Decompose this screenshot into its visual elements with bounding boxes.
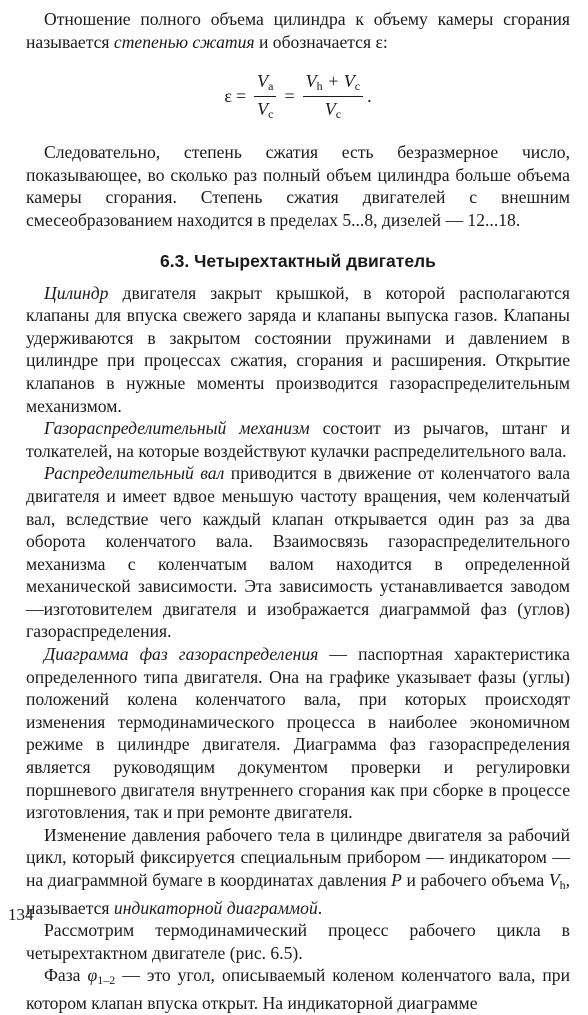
fraction-numerator — [254, 71, 276, 97]
compression-ratio-formula — [26, 65, 570, 127]
paragraph-pressure — [26, 824, 570, 919]
fraction-numerator — [303, 71, 363, 97]
var-v: V — [548, 870, 560, 890]
subscript: 1–2 — [97, 973, 116, 988]
formula-end: . — [367, 85, 372, 106]
formula-lhs: ε — [224, 85, 232, 106]
subscript: h — [316, 78, 323, 93]
term-camshaft: Распределительный вал — [44, 463, 225, 484]
term-compression-ratio: степенью сжатия — [113, 31, 255, 52]
section-title: 6.3. Четырехтактный двигатель — [160, 250, 436, 271]
term-diagram: Диаграмма фаз газораспределения — [44, 644, 319, 665]
subscript: a — [268, 78, 274, 93]
text: . — [317, 897, 323, 918]
subscript: c — [354, 78, 361, 93]
var: V — [257, 70, 269, 91]
fraction-vh-plus-vc — [303, 71, 363, 122]
subscript: c — [335, 106, 342, 121]
paragraph-consider: Рассмотрим термодинамический процесс рабочего цикла в четырехтактном двигателе (рис. 6.5). — [26, 920, 570, 963]
term-mechanism: Газораспределительный механизм — [44, 418, 310, 439]
term-indicator-diagram: индикаторной диаграммой — [113, 897, 318, 918]
paragraph-phase — [26, 964, 570, 1014]
formula-equals: = — [235, 85, 247, 106]
paragraph-camshaft — [26, 462, 570, 643]
text: , называется — [26, 870, 570, 918]
paragraph-cylinder — [26, 282, 570, 418]
text: состоит из рычагов, штанг и толкателей, на которые воздействуют кулачки распределительного вала. — [26, 418, 570, 461]
var: V — [257, 98, 269, 119]
term-cylinder: Цилиндр — [44, 282, 109, 303]
subscript: h — [559, 878, 566, 892]
paragraph-consequence: Следовательно, степень сжатия есть безразмерное число, показывающее, во сколько раз полный объем цилиндра больше объема камеры сгорания. Степень сжатия двигателей с внешним смесеобразованием находится в пределах 5...8, дизелей — 12...18. — [26, 142, 570, 230]
var-phi: φ — [87, 965, 98, 986]
text: Изменение давления рабочего тела в цилиндре двигателя за рабочий цикл, который фиксируется специальным прибором — индикатором — на диаграммной бумаге в координатах давления — [26, 824, 570, 890]
text: Фаза — [44, 965, 88, 986]
var: V — [324, 98, 336, 119]
text: двигателя закрыт крышкой, в которой располагаются клапаны для впуска свежего заряда и клапаны выпуска газов. Клапаны удерживаются в закрытом состоянии пружинами и давлением в цилиндре при процессах сжатия, сгорания и расширения. Открытие клапанов в нужные моменты производится газораспределительным механизмом. — [26, 282, 570, 416]
text: и обозначается ε: — [254, 31, 388, 52]
formula-equals: = — [284, 85, 295, 106]
text: — паспортная характеристика определенного типа двигателя. Она на графике указывает фазы (углы) положений колена коленчатого вала, при которых происходят изменения термодинамического процесса в наиболее экономичном режиме в цилиндре двигателя. Диаграмма фаз газораспределения является руководящим документом проверки и регулировки поршневого двигателя внутреннего сгорания как при сборке в процессе изготовления, так и при ремонте двигателя. — [26, 644, 570, 823]
text: Отношение полного объема цилиндра к объему камеры сгорания называется — [26, 9, 570, 52]
var: V — [305, 70, 317, 91]
fraction-denominator — [254, 97, 276, 122]
page-content — [26, 8, 570, 1015]
text: — это угол, описываемый коленом коленчатого вала, при котором клапан впуска открыт. На индикаторной диаграмме — [26, 965, 571, 1013]
var: + V — [322, 70, 355, 91]
text: приводится в движение от коленчатого вала двигателя и имеет вдвое меньшую частоту вращения, чем коленчатый вал, вследствие чего каждый клапан открывается один раз за два оборота коленчатого вала. Взаимосвязь газораспределительного механизма с коленчатым валом находится в определенной механической зависимости. Эта зависимость устанавливается заводом—изготовителем двигателя и изображается диаграммой фаз (углов) газораспределения. — [26, 463, 570, 642]
var-p: P — [391, 870, 402, 890]
text: и рабочего объема — [401, 870, 549, 890]
fraction-denominator — [322, 97, 344, 122]
paragraph-diagram — [26, 643, 570, 824]
fraction-va-vc — [254, 71, 276, 122]
subscript: c — [268, 106, 274, 121]
paragraph-mechanism — [26, 417, 570, 462]
page-number: 134 — [8, 905, 34, 924]
paragraph-compression-ratio — [26, 8, 570, 53]
